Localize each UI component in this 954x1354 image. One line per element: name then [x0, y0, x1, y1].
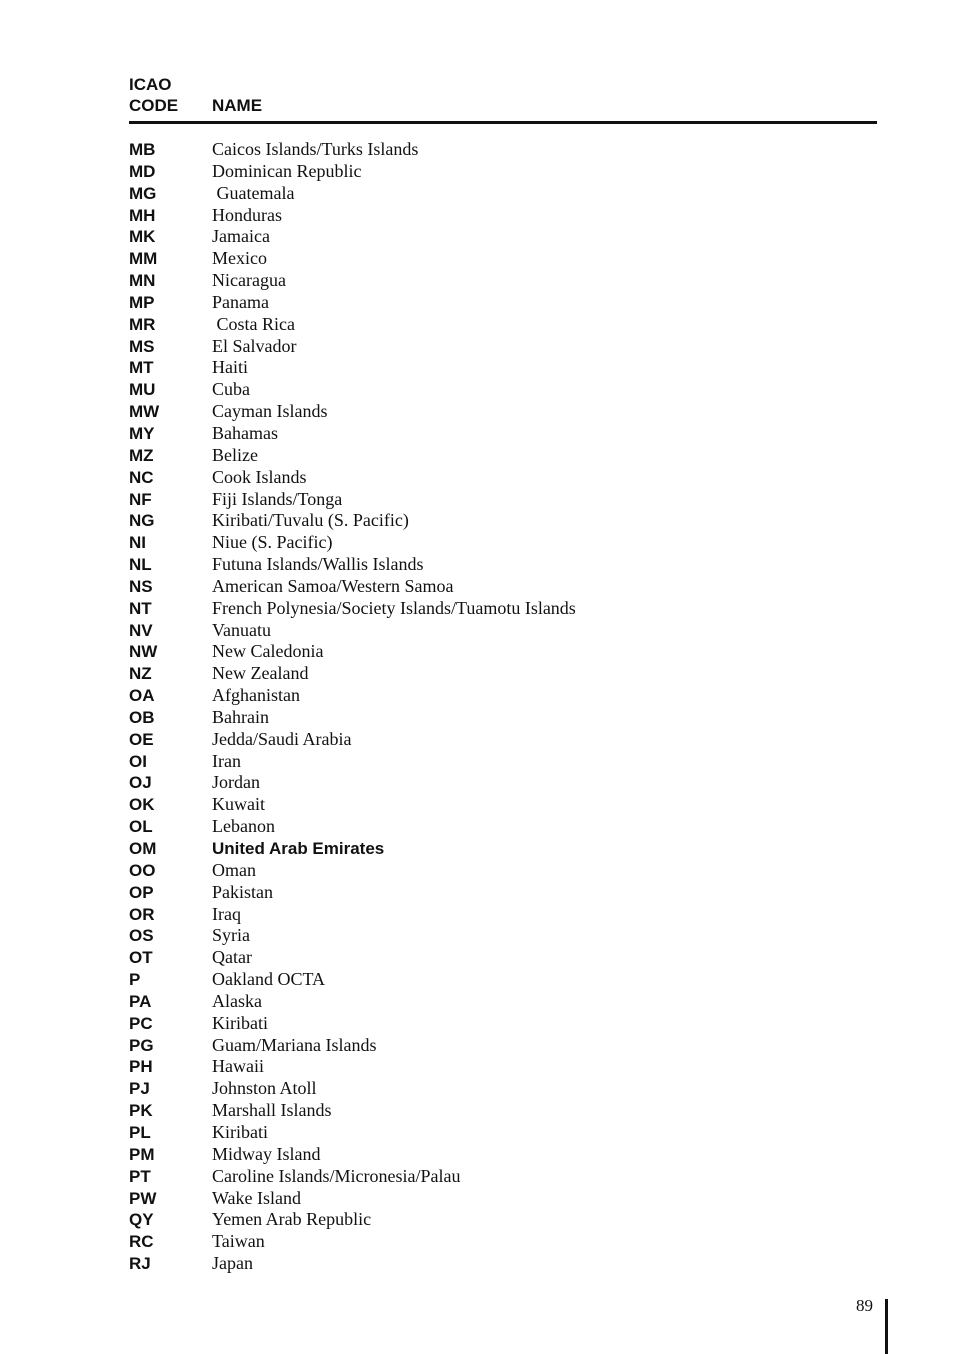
- location-name: Futuna Islands/Wallis Islands: [212, 554, 424, 575]
- icao-code: NZ: [129, 664, 152, 684]
- location-name: Johnston Atoll: [212, 1078, 317, 1099]
- location-name: El Salvador: [212, 335, 297, 356]
- location-name: Yemen Arab Republic: [212, 1209, 372, 1230]
- table-row: [129, 1231, 877, 1253]
- icao-code: RC: [129, 1232, 154, 1252]
- icao-code: OS: [129, 926, 154, 946]
- icao-code: OA: [129, 686, 155, 706]
- location-name: Honduras: [212, 204, 282, 225]
- icao-code: OI: [129, 751, 147, 771]
- icao-code: NG: [129, 511, 155, 531]
- location-name: Oakland OCTA: [212, 969, 326, 990]
- table-row: [129, 904, 877, 926]
- table-row: [129, 532, 877, 554]
- location-name: Caroline Islands/Micronesia/Palau: [212, 1165, 461, 1186]
- table-row: [129, 445, 877, 467]
- icao-code: OL: [129, 817, 153, 837]
- icao-code: MZ: [129, 445, 154, 465]
- location-name: Dominican Republic: [212, 160, 362, 181]
- table-row: [129, 489, 877, 511]
- location-name: Jedda/Saudi Arabia: [212, 728, 352, 749]
- table-row: [129, 1188, 877, 1210]
- table-row: [129, 314, 877, 336]
- table-row: [129, 183, 877, 205]
- location-name: Vanuatu: [212, 619, 271, 640]
- table-row: [129, 1056, 877, 1078]
- icao-code: MH: [129, 205, 156, 225]
- location-name: Jamaica: [212, 226, 270, 247]
- table-row: [129, 357, 877, 379]
- icao-code: MD: [129, 161, 156, 181]
- icao-code: NL: [129, 555, 152, 575]
- location-name: United Arab Emirates: [212, 839, 385, 858]
- icao-code: PT: [129, 1166, 151, 1186]
- location-name: Guam/Mariana Islands: [212, 1034, 377, 1055]
- location-name: Panama: [212, 291, 269, 312]
- icao-code: MG: [129, 183, 157, 203]
- table-row: [129, 969, 877, 991]
- table-row: [129, 685, 877, 707]
- table-row: [129, 205, 877, 227]
- table-row: [129, 663, 877, 685]
- location-name: Haiti: [212, 357, 248, 378]
- icao-code: PH: [129, 1057, 153, 1077]
- location-name: Caicos Islands/Turks Islands: [212, 139, 419, 159]
- table-row: [129, 991, 877, 1013]
- icao-code: QY: [129, 1210, 154, 1230]
- table-row: [129, 838, 877, 860]
- icao-code: OP: [129, 882, 154, 902]
- table-row: [129, 1035, 877, 1057]
- icao-code: PC: [129, 1013, 153, 1033]
- location-name: Cuba: [212, 379, 250, 400]
- location-name: Oman: [212, 859, 256, 880]
- location-name: Cook Islands: [212, 466, 307, 487]
- table-row: [129, 1166, 877, 1188]
- location-name: Nicaragua: [212, 270, 286, 291]
- location-name: Iran: [212, 750, 241, 771]
- table-row: [129, 139, 877, 161]
- table-row: [129, 707, 877, 729]
- name-column-header: NAME: [212, 96, 263, 115]
- table-row: [129, 598, 877, 620]
- icao-code: OE: [129, 729, 154, 749]
- icao-code: PW: [129, 1188, 157, 1208]
- location-name: Jordan: [212, 772, 260, 793]
- table-row: [129, 1253, 877, 1275]
- location-name: Hawaii: [212, 1056, 264, 1077]
- location-name: American Samoa/Western Samoa: [212, 575, 454, 596]
- icao-code: MY: [129, 423, 155, 443]
- location-name: Costa Rica: [212, 313, 295, 334]
- table-row: [129, 729, 877, 751]
- icao-code: MM: [129, 249, 158, 269]
- table-row: [129, 1209, 877, 1231]
- location-name: Kiribati/Tuvalu (S. Pacific): [212, 510, 409, 531]
- icao-code-table: [129, 139, 877, 1275]
- location-name: New Zealand: [212, 663, 309, 684]
- icao-code-column-header: ICAO CODE: [129, 75, 179, 115]
- icao-code: PM: [129, 1144, 155, 1164]
- table-row: [129, 1013, 877, 1035]
- icao-code: MT: [129, 358, 154, 378]
- icao-code: NI: [129, 533, 146, 553]
- table-row: [129, 620, 877, 642]
- icao-code: NT: [129, 598, 152, 618]
- table-row: [129, 1078, 877, 1100]
- table-row: [129, 641, 877, 663]
- icao-code: PL: [129, 1122, 151, 1142]
- table-row: [129, 554, 877, 576]
- location-name: New Caledonia: [212, 641, 324, 662]
- location-name: Fiji Islands/Tonga: [212, 488, 343, 509]
- icao-code: NV: [129, 620, 153, 640]
- icao-code: OO: [129, 860, 156, 880]
- table-row: [129, 161, 877, 183]
- location-name: Bahamas: [212, 422, 278, 443]
- icao-code: MU: [129, 380, 156, 400]
- icao-code: MW: [129, 402, 160, 422]
- table-row: [129, 248, 877, 270]
- location-name: Japan: [212, 1253, 253, 1274]
- table-row: [129, 816, 877, 838]
- location-name: Qatar: [212, 947, 252, 968]
- location-name: Alaska: [212, 990, 262, 1011]
- icao-code: OK: [129, 795, 155, 815]
- location-name: Mexico: [212, 248, 267, 269]
- icao-code: PJ: [129, 1079, 150, 1099]
- location-name: Afghanistan: [212, 685, 300, 706]
- table-row: [129, 772, 877, 794]
- table-row: [129, 1100, 877, 1122]
- icao-code: NC: [129, 467, 154, 487]
- location-name: Pakistan: [212, 881, 273, 902]
- header-rule: [129, 121, 877, 124]
- icao-code: OM: [129, 839, 157, 858]
- location-name: Wake Island: [212, 1187, 302, 1208]
- icao-code: OB: [129, 707, 155, 727]
- table-row: [129, 860, 877, 882]
- table-row: [129, 467, 877, 489]
- table-row: [129, 510, 877, 532]
- icao-code: NS: [129, 576, 153, 596]
- table-row: [129, 336, 877, 358]
- icao-code: MP: [129, 292, 155, 312]
- page-edge-bar: [885, 1299, 888, 1354]
- icao-code: PA: [129, 991, 152, 1011]
- location-name: Niue (S. Pacific): [212, 532, 333, 553]
- table-row: [129, 270, 877, 292]
- icao-code: MK: [129, 227, 156, 247]
- table-row: [129, 751, 877, 773]
- table-row: [129, 1122, 877, 1144]
- table-row: [129, 576, 877, 598]
- location-name: Bahrain: [212, 706, 269, 727]
- icao-code: NF: [129, 489, 152, 509]
- icao-code: MB: [129, 140, 156, 159]
- icao-code: MR: [129, 314, 156, 334]
- table-row: [129, 1144, 877, 1166]
- table-header: [129, 74, 877, 120]
- location-name: French Polynesia/Society Islands/Tuamotu Islands: [212, 597, 576, 618]
- location-name: Cayman Islands: [212, 401, 328, 422]
- table-row: [129, 292, 877, 314]
- icao-code: NW: [129, 642, 158, 662]
- table-row: [129, 947, 877, 969]
- icao-code: OR: [129, 904, 155, 924]
- icao-code: MN: [129, 271, 156, 291]
- location-name: Taiwan: [212, 1231, 265, 1252]
- table-row: [129, 423, 877, 445]
- location-name: Guatemala: [212, 182, 295, 203]
- location-name: Syria: [212, 925, 250, 946]
- table-row: [129, 794, 877, 816]
- icao-code: P: [129, 970, 141, 990]
- icao-code: OT: [129, 948, 153, 968]
- table-row: [129, 226, 877, 248]
- location-name: Iraq: [212, 903, 241, 924]
- location-name: Kiribati: [212, 1121, 268, 1142]
- location-name: Belize: [212, 444, 258, 465]
- table-row: [129, 925, 877, 947]
- icao-code: MS: [129, 336, 155, 356]
- location-name: Kiribati: [212, 1012, 268, 1033]
- table-row: [129, 379, 877, 401]
- icao-code: PG: [129, 1035, 154, 1055]
- icao-code: PK: [129, 1101, 153, 1121]
- page-number: 89: [856, 1296, 873, 1315]
- icao-code: OJ: [129, 773, 152, 793]
- table-row: [129, 401, 877, 423]
- location-name: Lebanon: [212, 816, 275, 837]
- location-name: Marshall Islands: [212, 1100, 332, 1121]
- icao-code: RJ: [129, 1254, 151, 1274]
- location-name: Midway Island: [212, 1143, 321, 1164]
- location-name: Kuwait: [212, 794, 265, 815]
- table-row: [129, 882, 877, 904]
